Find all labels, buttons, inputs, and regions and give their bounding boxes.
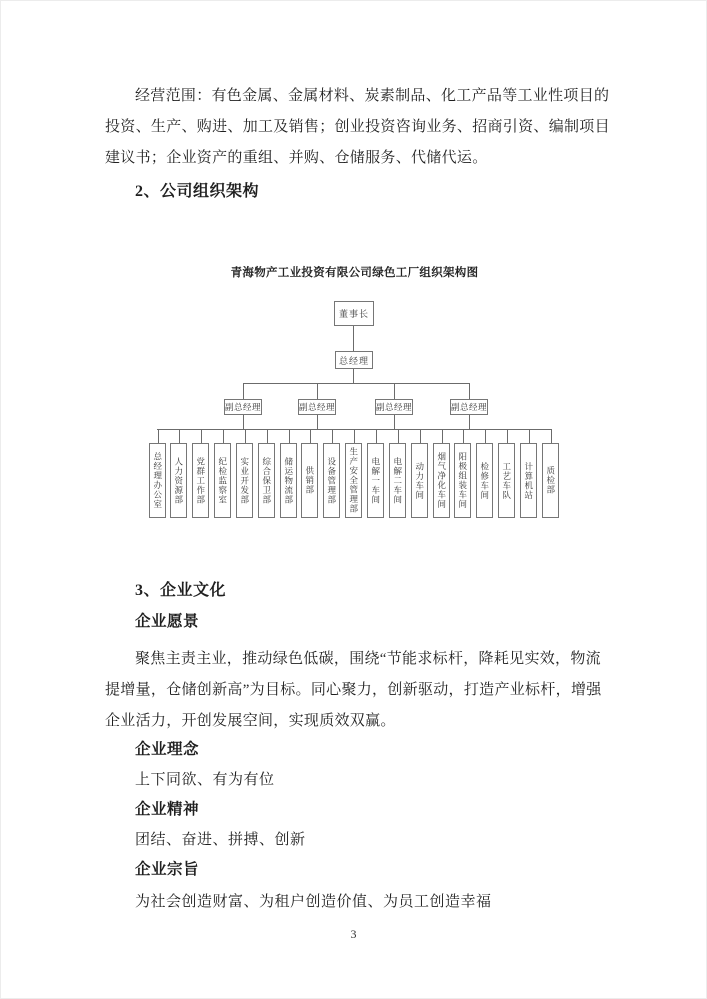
department-label: 质检部 — [545, 466, 556, 495]
department-label: 储运物流部 — [283, 456, 294, 505]
connector-line — [243, 415, 244, 429]
paragraph-line: 投资、生产、购进、加工及销售；创业投资咨询业务、招商引资、编制项目 — [105, 119, 610, 135]
connector-line — [179, 429, 180, 443]
department-box — [149, 443, 166, 518]
connector-line — [310, 429, 311, 443]
department-box — [542, 443, 559, 518]
department-box — [258, 443, 275, 518]
chairman-box: 董事长 — [334, 301, 374, 326]
connector-line — [376, 429, 377, 443]
connector-line — [469, 383, 470, 399]
department-label: 烟气净化车间 — [436, 452, 447, 509]
connector-line — [317, 415, 318, 429]
org-chart — [1, 1, 707, 546]
heading-org-structure: 2、公司组织架构 — [135, 183, 260, 200]
department-label: 党群工作部 — [195, 456, 206, 505]
department-box — [520, 443, 537, 518]
department-box — [236, 443, 253, 518]
tenet-text: 为社会创造财富、为租户创造价值、为员工创造幸福 — [135, 894, 492, 910]
connector-line — [317, 383, 318, 399]
department-box — [389, 443, 406, 518]
department-box — [433, 443, 450, 518]
deputy-gm-box: 副总经理 — [450, 399, 488, 415]
connector-line — [463, 429, 464, 443]
department-label: 动力车间 — [414, 461, 425, 500]
connector-line — [201, 429, 202, 443]
tenet-title: 企业宗旨 — [135, 861, 200, 878]
department-label: 阳极组装车间 — [457, 452, 468, 509]
spirit-text: 团结、奋进、拼搏、创新 — [135, 832, 306, 848]
connector-line — [529, 429, 530, 443]
paragraph-line: 经营范围：有色金属、金属材料、炭素制品、化工产品等工业性项目的 — [135, 88, 610, 104]
department-label: 生产安全管理部 — [348, 447, 359, 514]
department-box — [454, 443, 471, 518]
paragraph-line: 聚焦主责主业，推动绿色低碳，围绕“节能求标杆，降耗见实效，物流 — [135, 651, 601, 667]
department-box — [411, 443, 428, 518]
connector-line — [507, 429, 508, 443]
paragraph-line: 提增量，仓储创新高”为目标。同心聚力，创新驱动，打造产业标杆，增强 — [105, 682, 602, 698]
department-box — [367, 443, 384, 518]
department-label: 设备管理部 — [326, 456, 337, 505]
department-label: 供销部 — [304, 466, 315, 495]
connector-line — [469, 415, 470, 429]
connector-line — [353, 369, 354, 383]
heading-culture: 3、企业文化 — [135, 582, 227, 599]
connector-line — [394, 383, 395, 399]
department-box — [280, 443, 297, 518]
page-number: 3 — [350, 927, 357, 941]
department-label: 计算机站 — [523, 461, 534, 500]
connector-line — [551, 429, 552, 443]
department-label: 电解二车间 — [392, 456, 403, 505]
connector-line — [243, 383, 244, 399]
department-box — [170, 443, 187, 518]
department-label: 电解一车间 — [370, 456, 381, 505]
department-box — [301, 443, 318, 518]
department-label: 检修车间 — [479, 461, 490, 500]
department-label: 人力资源部 — [173, 456, 184, 505]
connector-line — [398, 429, 399, 443]
department-box — [323, 443, 340, 518]
connector-line — [442, 429, 443, 443]
vision-paragraph — [105, 644, 605, 737]
paragraph-line: 建议书；企业资产的重组、并购、仓储服务、代储代运。 — [105, 150, 488, 166]
idea-title: 企业理念 — [135, 741, 200, 758]
department-box — [214, 443, 231, 518]
connector-line — [158, 429, 159, 443]
connector-line — [267, 429, 268, 443]
department-label: 工艺车队 — [501, 461, 512, 500]
org-chart-title: 青海物产工业投资有限公司绿色工厂组织架构图 — [230, 267, 479, 279]
connector-line — [420, 429, 421, 443]
vision-title: 企业愿景 — [135, 613, 200, 630]
general-manager-box: 总经理 — [335, 351, 373, 369]
connector-line — [223, 429, 224, 443]
department-label: 实业开发部 — [239, 456, 250, 505]
department-label: 纪检监察室 — [217, 456, 228, 505]
idea-text: 上下同欲、有为有位 — [135, 772, 275, 788]
deputy-gm-box: 副总经理 — [298, 399, 336, 415]
paragraph-line: 企业活力，开创发展空间，实现质效双赢。 — [105, 713, 396, 729]
connector-line — [245, 429, 246, 443]
connector-line — [354, 429, 355, 443]
deputy-gm-box: 副总经理 — [375, 399, 413, 415]
department-box — [345, 443, 362, 518]
connector-line — [243, 383, 470, 384]
connector-line — [485, 429, 486, 443]
deputy-gm-box: 副总经理 — [224, 399, 262, 415]
connector-line — [332, 429, 333, 443]
department-label: 总经理办公室 — [152, 452, 163, 509]
department-box — [192, 443, 209, 518]
department-label: 综合保卫部 — [261, 456, 272, 505]
connector-line — [394, 415, 395, 429]
connector-line — [289, 429, 290, 443]
department-box — [476, 443, 493, 518]
department-box — [498, 443, 515, 518]
spirit-title: 企业精神 — [135, 801, 200, 818]
connector-line — [353, 326, 354, 351]
